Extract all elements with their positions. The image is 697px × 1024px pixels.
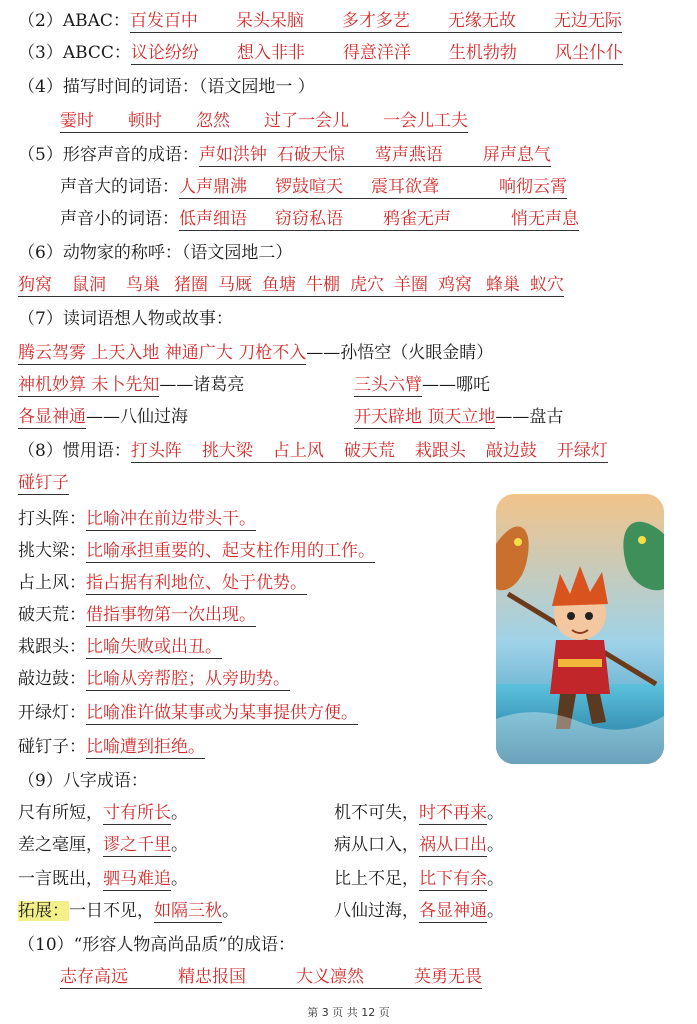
words: 各显神通: [18, 407, 86, 427]
idiom: 英勇无畏: [414, 967, 482, 987]
phrase: 敲边鼓: [485, 441, 537, 461]
illustration-graphic: [496, 494, 664, 764]
second-half: 寸有所长: [103, 803, 171, 823]
period: 。: [171, 835, 188, 855]
eight-char-right: [334, 864, 504, 894]
definition: 比喻准许做某事或为某事提供方便。: [86, 703, 358, 723]
definition-row: [18, 568, 307, 598]
words: 神机妙算 未卜先知: [18, 375, 160, 395]
time-words-row: [60, 106, 468, 136]
period: 。: [487, 835, 504, 855]
character-row-3b: [354, 402, 563, 432]
term: 开绿灯：: [18, 703, 86, 723]
eight-char-right: [334, 830, 504, 860]
loud-words-row: [60, 172, 567, 202]
row-label: 声音小的词语：: [60, 209, 179, 229]
idiom: 多才多艺: [341, 11, 410, 31]
term: 占上风：: [18, 573, 86, 593]
phrase: 打头阵: [130, 441, 182, 461]
idiom: 得意洋洋: [342, 43, 411, 63]
idiom: 鸦雀无声: [383, 209, 451, 229]
section-eight-char: [18, 766, 148, 796]
phrase: 碰钉子: [18, 473, 69, 493]
word: 一会儿工夫: [383, 111, 468, 131]
idiom: 呆头呆脑: [235, 11, 304, 31]
section-label: （6）动物家的称呼：（语文园地二）: [18, 243, 293, 263]
section-characters: [18, 304, 233, 334]
idiom: 大义凛然: [296, 967, 364, 987]
idiom: 莺声燕语: [374, 145, 443, 165]
first-half: 比上不足，: [334, 869, 419, 889]
idiom: 震耳欲聋: [371, 177, 439, 197]
section-label: （8）惯用语：: [18, 441, 131, 461]
second-half: 各显神通: [419, 901, 487, 921]
word: 猪圈: [174, 275, 208, 295]
eight-char-left: [18, 896, 239, 926]
period: 。: [487, 901, 504, 921]
first-half: 尺有所短，: [18, 803, 103, 823]
word: 过了一会儿: [264, 111, 349, 131]
section-label: （10）“形容人物高尚品质”的成语：: [18, 935, 296, 955]
character-row-3: [18, 402, 188, 432]
word: 马厩: [218, 275, 252, 295]
idiom: 志存高远: [60, 967, 128, 987]
character: ——哪吒: [422, 375, 490, 395]
character: ——盘古: [495, 407, 564, 427]
section-noble: [18, 930, 295, 960]
phrase-overflow-row: [18, 468, 69, 498]
idiom: 窃窃私语: [275, 209, 343, 229]
section-label: （9）八字成语：: [18, 771, 148, 791]
words: 开天辟地 顶天立地: [354, 407, 496, 427]
phrase: 栽跟头: [414, 441, 466, 461]
second-half: 如隔三秋: [154, 901, 222, 921]
term: 碰钉子：: [18, 737, 86, 757]
second-half: 时不再来: [419, 803, 487, 823]
word: 鸡窝: [438, 275, 472, 295]
definition-row: [18, 698, 358, 728]
phrase: 开绿灯: [556, 441, 608, 461]
eight-char-left: [18, 864, 188, 894]
extension-label: 拓展：: [18, 901, 69, 921]
idiom: 石破天惊: [276, 145, 345, 165]
character-row-2: [18, 370, 244, 400]
soft-words-row: [60, 204, 579, 234]
period: 。: [222, 901, 239, 921]
second-half: 祸从口出: [419, 835, 487, 855]
definition-row: [18, 732, 205, 762]
idiom: 生机勃勃: [448, 43, 517, 63]
eight-char-left: [18, 830, 188, 860]
hero-illustration: [496, 494, 664, 764]
idiom: 无边无际: [553, 11, 622, 31]
character: ——孙悟空（火眼金睛）: [306, 343, 494, 363]
section-animal-homes: [18, 238, 292, 268]
word: 鸟巢: [126, 275, 160, 295]
idiom: 精忠报国: [178, 967, 246, 987]
section-time-words: [18, 72, 315, 102]
word: 蜂巢: [486, 275, 520, 295]
character: ——八仙过海: [86, 407, 188, 427]
definition-row: [18, 600, 256, 630]
eight-char-right: [334, 798, 504, 828]
idiom: 无缘无故: [447, 11, 516, 31]
phrase: 占上风: [272, 441, 324, 461]
term: 破天荒：: [18, 605, 86, 625]
noble-idioms-row: [60, 962, 482, 992]
definition: 比喻失败或出丑。: [86, 637, 222, 657]
definition: 比喻冲在前边带头干。: [86, 509, 256, 529]
character: ——诸葛亮: [159, 375, 245, 395]
animal-homes-row: [18, 270, 564, 300]
section-abcc: [18, 38, 623, 68]
eight-char-left: [18, 798, 188, 828]
idiom: 人声鼎沸: [179, 177, 247, 197]
row-label: 声音大的词语：: [60, 177, 179, 197]
idiom: 议论纷纷: [130, 43, 199, 63]
first-half: 八仙过海，: [334, 901, 419, 921]
idiom: 想入非非: [236, 43, 305, 63]
idiom: 悄无声息: [511, 209, 579, 229]
section-label: （4）描写时间的词语：（语文园地一 ）: [18, 77, 315, 97]
term: 打头阵：: [18, 509, 86, 529]
first-half: 机不可失，: [334, 803, 419, 823]
word: 顿时: [128, 111, 162, 131]
idiom: 百发百中: [129, 11, 198, 31]
definition: 比喻遭到拒绝。: [86, 737, 205, 757]
eight-char-right: [334, 896, 504, 926]
term: 敲边鼓：: [18, 669, 86, 689]
word: 霎时: [60, 111, 94, 131]
phrase: 挑大梁: [201, 441, 253, 461]
definition: 比喻从旁帮腔；从旁助势。: [86, 669, 290, 689]
character-row-2b: [354, 370, 490, 400]
second-half: 驷马难追: [103, 869, 171, 889]
word: 牛棚: [306, 275, 340, 295]
word: 鱼塘: [262, 275, 296, 295]
section-phrases: [18, 436, 608, 466]
definition: 指占据有利地位、处于优势。: [86, 573, 307, 593]
first-half: 一言既出，: [18, 869, 103, 889]
first-half: 一日不见，: [69, 901, 154, 921]
section-label: （5）形容声音的成语：: [18, 145, 199, 165]
word: 蚁穴: [530, 275, 564, 295]
words: 腾云驾雾 上天入地 神通广大 刀枪不入: [18, 343, 307, 363]
idiom: 风尘仆仆: [554, 43, 623, 63]
period: 。: [487, 803, 504, 823]
section-label: （2）ABAC：: [18, 11, 130, 31]
definition-row: [18, 504, 256, 534]
idiom: 屏声息气: [482, 145, 551, 165]
page-footer: 第 3 页 共 12 页: [307, 1006, 390, 1019]
period: 。: [171, 803, 188, 823]
first-half: 病从口入，: [334, 835, 419, 855]
term: 栽跟头：: [18, 637, 86, 657]
idiom: 低声细语: [179, 209, 247, 229]
word: 狗窝: [18, 275, 52, 295]
second-half: 比下有余: [419, 869, 487, 889]
section-label: （3）ABCC：: [18, 43, 131, 63]
idiom: 声如洪钟: [198, 145, 267, 165]
phrase: 破天荒: [343, 441, 395, 461]
word: 忽然: [196, 111, 230, 131]
section-label: （7）读词语想人物或故事：: [18, 309, 233, 329]
character-row-1: [18, 338, 493, 368]
definition-row: [18, 632, 222, 662]
term: 挑大梁：: [18, 541, 86, 561]
word: 虎穴: [350, 275, 384, 295]
words: 三头六臂: [354, 375, 422, 395]
period: 。: [487, 869, 504, 889]
definition: 借指事物第一次出现。: [86, 605, 256, 625]
idiom: 锣鼓喧天: [275, 177, 343, 197]
word: 鼠洞: [72, 275, 106, 295]
definition-row: [18, 664, 290, 694]
word: 羊圈: [394, 275, 428, 295]
first-half: 差之毫厘，: [18, 835, 103, 855]
idiom: 响彻云霄: [499, 177, 567, 197]
definition-row: [18, 536, 375, 566]
second-half: 谬之千里: [103, 835, 171, 855]
definition: 比喻承担重要的、起支柱作用的工作。: [86, 541, 375, 561]
section-sound: [18, 140, 551, 170]
period: 。: [171, 869, 188, 889]
section-abac: [18, 6, 622, 36]
